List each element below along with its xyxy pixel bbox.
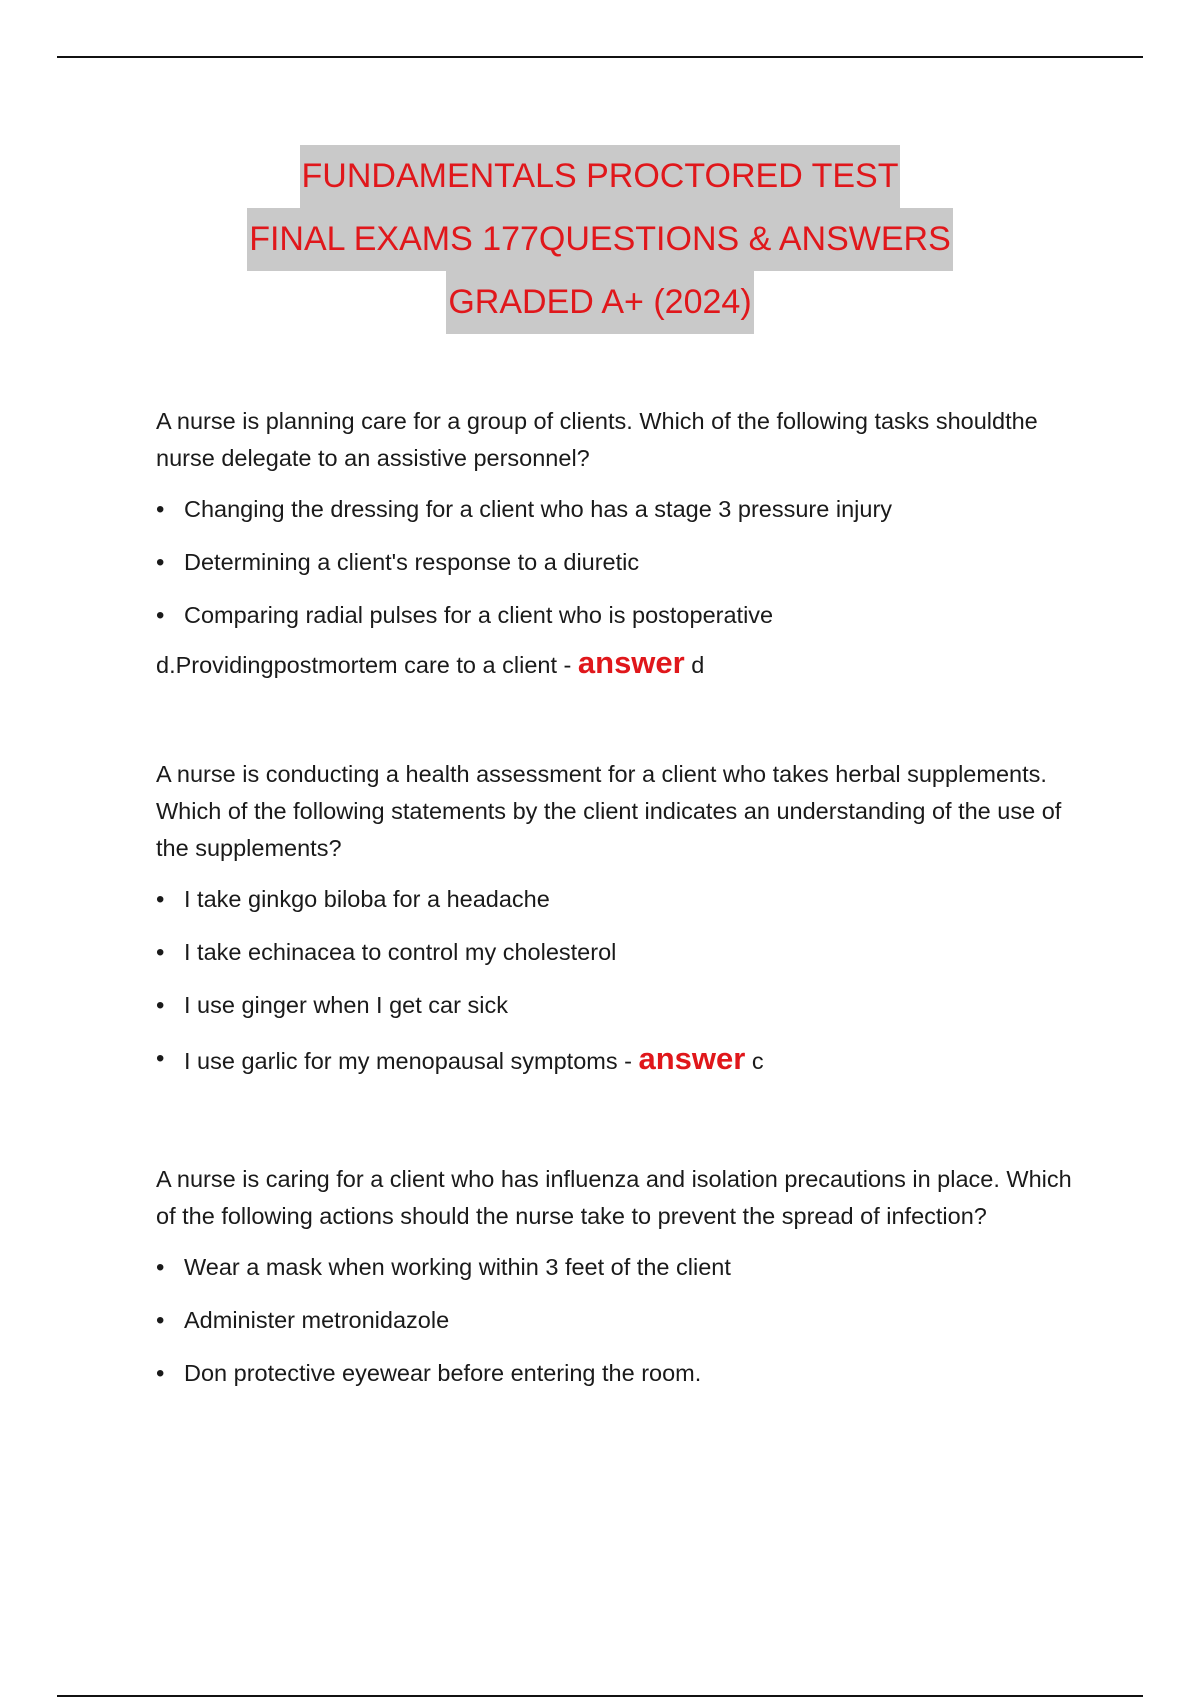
option-list: [156, 881, 1086, 1080]
title-line-3: GRADED A+ (2024): [446, 271, 753, 334]
answer-label: answer: [577, 645, 685, 680]
question-stem: A nurse is caring for a client who has influenza and isolation precautions in place. Which of the following actions should the nurse take to prevent the spread of infection?: [156, 1166, 1072, 1229]
title-line-1: FUNDAMENTALS PROCTORED TEST: [300, 145, 901, 208]
option-item: • Wear a mask when working within 3 feet of the client: [156, 1249, 1086, 1286]
option-list: [156, 1249, 1086, 1392]
option-item: • I use ginger when I get car sick: [156, 987, 1086, 1024]
final-option-text: I use garlic for my menopausal symptoms -: [184, 1048, 632, 1074]
question-stem: A nurse is conducting a health assessment for a client who takes herbal supplements. Which of the following statements by the client indicates an understanding of the use of the supplements?: [156, 761, 1062, 861]
document-title: [0, 145, 1200, 334]
option-item: • Determining a client's response to a diuretic: [156, 544, 1086, 581]
question-1: [156, 403, 1086, 684]
top-rule: [57, 56, 1143, 58]
option-item-with-answer: [156, 1040, 1086, 1080]
title-line: [0, 271, 1200, 334]
question-2: [156, 756, 1086, 1096]
answer-line: [156, 644, 1086, 684]
question-stem: A nurse is planning care for a group of clients. Which of the following tasks shouldthe nurse delegate to an assistive personnel?: [156, 408, 1038, 471]
bottom-rule: [57, 1695, 1143, 1697]
option-item: • I take echinacea to control my cholesterol: [156, 934, 1086, 971]
answer-value: d: [691, 652, 705, 678]
title-line-2: FINAL EXAMS 177QUESTIONS & ANSWERS: [247, 208, 953, 271]
option-item: • Don protective eyewear before entering the room.: [156, 1355, 1086, 1392]
question-3: [156, 1161, 1086, 1408]
option-item: • Administer metronidazole: [156, 1302, 1086, 1339]
option-list: [156, 491, 1086, 634]
title-line: [0, 145, 1200, 208]
option-item: • Changing the dressing for a client who has a stage 3 pressure injury: [156, 491, 1086, 528]
answer-label: answer: [638, 1041, 746, 1076]
answer-value: c: [751, 1048, 764, 1074]
option-item: • Comparing radial pulses for a client who is postoperative: [156, 597, 1086, 634]
title-line: [0, 208, 1200, 271]
final-option-text: d.Providingpostmortem care to a client -: [156, 652, 572, 678]
option-item: • I take ginkgo biloba for a headache: [156, 881, 1086, 918]
